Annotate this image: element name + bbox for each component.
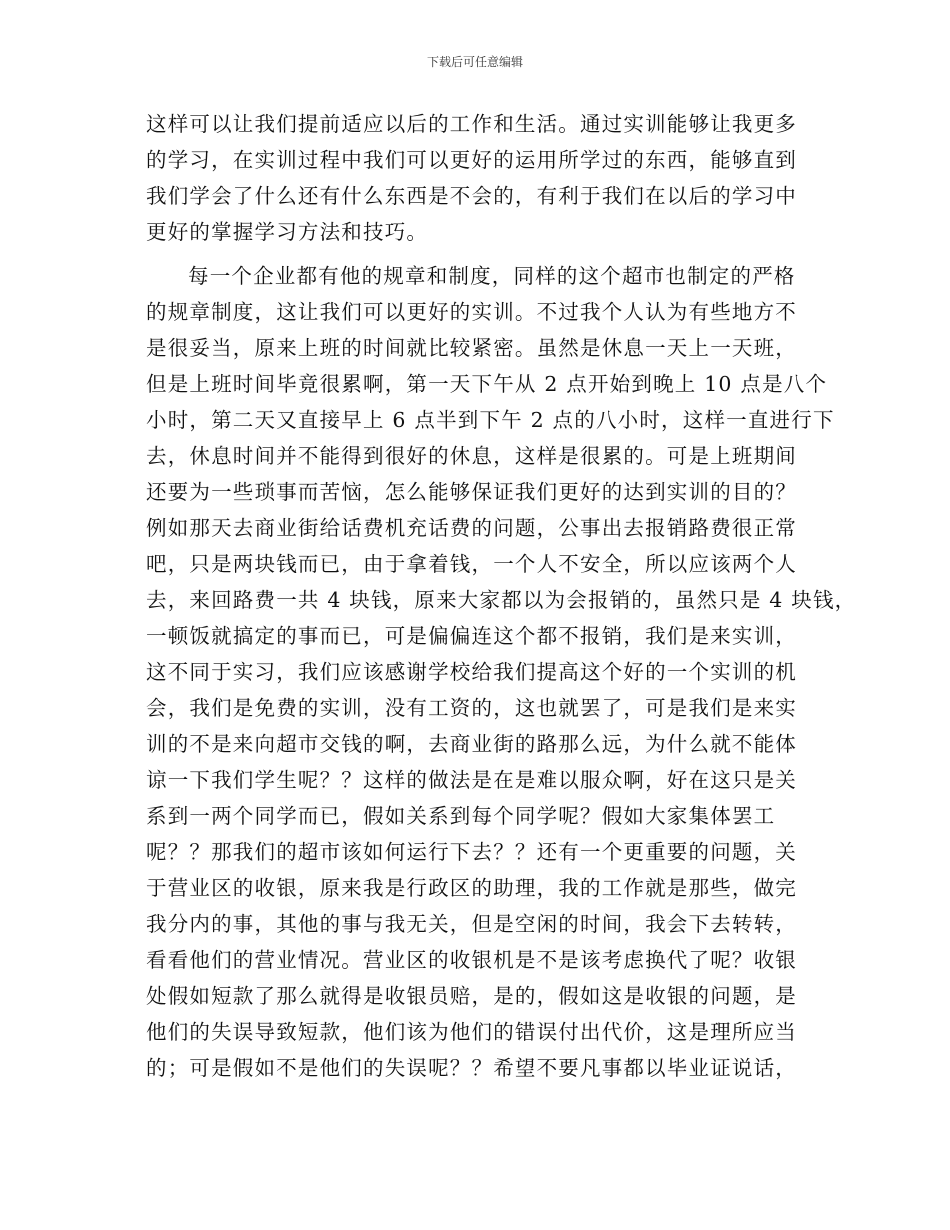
text-line: 还要为一些琐事而苦恼，怎么能够保证我们更好的达到实训的目的？ [146,480,797,504]
text-line: 小时，第二天又直接早上 6 点半到下午 2 点的八小时，这样一直进行下 [146,408,835,432]
text-line: 一顿饭就搞定的事而已，可是偏偏连这个都不报销，我们是来实训， [146,624,797,648]
text-line: 看看他们的营业情况。营业区的收银机是不是该考虑换代了呢？收银 [146,948,797,972]
text-line: 他们的失误导致短款，他们该为他们的错误付出代价，这是理所应当 [146,1020,797,1044]
text-line: 的学习，在实训过程中我们可以更好的运用所学过的东西，能够直到 [146,148,797,172]
text-line: 这样可以让我们提前适应以后的工作和生活。通过实训能够让我更多 [146,112,797,136]
text-line: 谅一下我们学生呢？？这样的做法是在是难以服众啊，好在这只是关 [146,768,797,792]
text-line: 例如那天去商业街给话费机充话费的问题，公事出去报销路费很正常 [146,516,797,540]
text-line: 吧，只是两块钱而已，由于拿着钱，一个人不安全，所以应该两个人 [146,552,797,576]
text-line: 系到一两个同学而已，假如关系到每个同学呢？假如大家集体罢工 [146,804,776,828]
text-line: 是很妥当，原来上班的时间就比较紧密。虽然是休息一天上一天班， [146,336,797,360]
text-line: 处假如短款了那么就得是收银员赔，是的，假如这是收银的问题，是 [146,984,797,1008]
page-header: 下载后可任意编辑 [426,55,523,69]
text-line: 呢？？那我们的超市该如何运行下去？？还有一个更重要的问题，关 [146,840,797,864]
text-line: 去，来回路费一共 4 块钱，原来大家都以为会报销的，虽然只是 4 块钱， [146,588,857,612]
text-line: 但是上班时间毕竟很累啊，第一天下午从 2 点开始到晚上 10 点是八个 [146,372,828,396]
text-line: 更好的掌握学习方法和技巧。 [146,220,429,244]
text-line: 于营业区的收银，原来我是行政区的助理，我的工作就是那些，做完 [146,876,797,900]
text-line: 会，我们是免费的实训，没有工资的，这也就罢了，可是我们是来实 [146,696,797,720]
text-line: 这不同于实习，我们应该感谢学校给我们提高这个好的一个实训的机 [146,660,797,684]
paragraph-first-line: 每一个企业都有他的规章和制度，同样的这个超市也制定的严格 [188,264,796,288]
text-line: 我分内的事，其他的事与我无关，但是空闲的时间，我会下去转转， [146,912,797,936]
text-line: 的；可是假如不是他们的失误呢？？希望不要凡事都以毕业证说话， [146,1056,797,1080]
text-line: 的规章制度，这让我们可以更好的实训。不过我个人认为有些地方不 [146,300,797,324]
text-line: 去，休息时间并不能得到很好的休息，这样是很累的。可是上班期间 [146,444,797,468]
text-line: 我们学会了什么还有什么东西是不会的，有利于我们在以后的学习中 [146,184,797,208]
text-line: 训的不是来向超市交钱的啊，去商业街的路那么远，为什么就不能体 [146,732,797,756]
